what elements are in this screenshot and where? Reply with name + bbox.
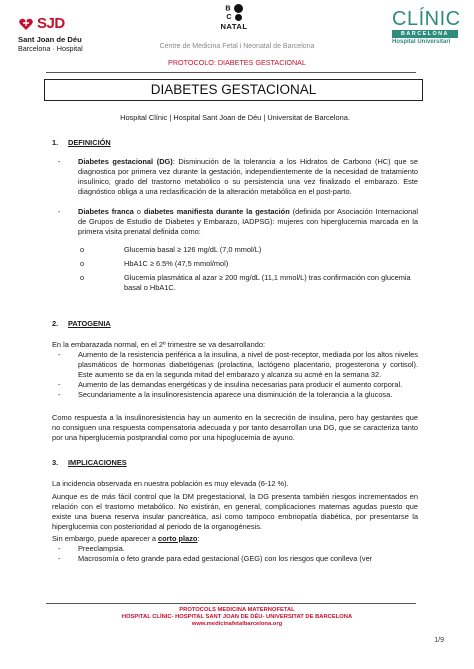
section-title: DEFINICIÓN [68, 138, 111, 147]
section-heading-implicaciones [52, 458, 418, 468]
list-bullet: - [58, 544, 61, 553]
connector-text: o [133, 207, 144, 216]
definition-text: : Disminución de la tolerancia a los Hidratos de Carbono (HC) que se diagnostica por primera vez durante la gestación, independientemente de la necesidad de tratamiento insulínico, grado del trastorno metabólico o su persistencia una vez finalizado el embarazo. Este diagnóstico obliga a una reclasificación de la alteración metabólica en el post-parto. [78, 157, 418, 196]
paragraph-text: Sin embargo, puede aparecer a [52, 534, 159, 543]
sjd-logo [18, 16, 83, 53]
section-heading-patogenia [52, 319, 418, 329]
list-item-text [78, 207, 418, 237]
term-diabetes-manifiesta: diabetes manifiesta durante la gestación [143, 207, 290, 216]
list-item [52, 390, 418, 400]
section-title: PATOGENIA [68, 319, 111, 328]
paragraph: En la embarazada normal, en el 2º trimestre se va desarrollando: [52, 340, 266, 349]
header-divider [46, 72, 416, 73]
definition-text: (definida por Asociación Internacional de Grupos de Estudio de Diabetes y Embarazo, IADPSG): mujeres con hiperglucemia marcada en la primera visita prenatal definida como: [78, 207, 418, 236]
section-number: 3. [52, 458, 59, 467]
list-item-text: Preeclampsia. [78, 544, 125, 553]
sub-bullet: o [80, 245, 85, 254]
list-item-text [78, 157, 418, 197]
list-item [52, 207, 418, 237]
section-title: IMPLICACIONES [68, 458, 127, 467]
document-body [52, 110, 418, 564]
section-number: 2. [52, 319, 59, 328]
list-bullet: - [58, 350, 61, 359]
page-header [0, 0, 474, 82]
bcn-logo-c: C [226, 12, 233, 21]
list-bullet: - [58, 390, 61, 399]
sub-list-text: HbA1C ≥ 6.5% (47,5 mmol/mol) [124, 259, 229, 268]
paragraph: Como respuesta a la insulinoresistencia hay un aumento en la secreción de insulina, pero hay gestantes que no consiguen una respuesta compensatoria adecuada y por tanto desarrollan una DG, que se caracteriza tanto por una hiperglucemia postprandial como por una hipoglucemia de ayuno. [52, 413, 418, 442]
sjd-logo-word: SJD [37, 15, 65, 32]
sjd-heart-glyph [18, 17, 34, 31]
page-footer [80, 607, 394, 629]
term-diabetes-gestacional: Diabetes gestacional (DG) [78, 157, 173, 166]
sjd-logo-line2: Barcelona · Hospital [18, 44, 83, 53]
sub-bullet: o [80, 273, 85, 282]
list-bullet: - [58, 157, 61, 166]
list-item [52, 350, 418, 380]
clinic-logo [392, 8, 461, 46]
bcn-logo-b: B [225, 3, 232, 13]
list-item-text: Aumento de la resistencia periférica a la insulina, a nivel de post-receptor, mediada por los altos niveles plasmáticos de hormonas diabetógenas (prolactina, lactógeno placentario, progesterona y cortisol). Este aumento se da en la segunda mitad del embarazo y alcanza su acmé en la semana 32. [78, 350, 418, 379]
sub-list-item [52, 245, 418, 255]
sjd-logo-line1: Sant Joan de Déu [18, 35, 82, 44]
bcn-logo-dot-2 [235, 14, 242, 21]
section-number: 1. [52, 138, 59, 147]
paragraph: Aunque es de más fácil control que la DM pregestacional, la DG presenta también riesgos incrementados en relación con el trastorno metabólico. No existirán, en general, complicaciones maternas agudas puesto que existe una buena reserva insular pancreática, así como tampoco embriopatía diabética, por presentarse la hiperglucemia con posterioridad al periodo de la organogénesis. [52, 492, 418, 531]
page-number: 1/9 [434, 637, 444, 644]
list-item [52, 554, 418, 564]
paragraph-end: : [197, 534, 200, 543]
sub-list-item [52, 273, 418, 293]
clinic-logo-sub: Hospital Universitari [392, 39, 451, 45]
list-item [52, 544, 418, 554]
footer-line-1: PROTOCOLS MEDICINA MATERNOFETAL [179, 607, 295, 613]
paragraph [52, 534, 418, 544]
sub-list-text: Glucemia plasmática al azar ≥ 200 mg/dL (11,1 mmol/L) tras confirmación con glucemia basal o HbA1C. [124, 273, 411, 292]
footer-divider [46, 603, 416, 604]
paragraph: La incidencia observada en nuestra población es muy elevada (6-12 %). [52, 479, 289, 488]
sub-list-text: Glucemia basal ≥ 126 mg/dL (7,0 mmol/L) [124, 245, 262, 254]
list-item [52, 380, 418, 390]
sub-bullet: o [80, 259, 85, 268]
bcn-natal-logo [214, 4, 254, 31]
list-item-text: Aumento de las demandas energéticas y de insulina necesarias para producir el aumento corporal. [78, 380, 403, 389]
list-bullet: - [58, 380, 61, 389]
document-title: DIABETES GESTACIONAL [44, 79, 423, 101]
clinic-logo-bar: BARCELONA [392, 30, 458, 38]
section-heading-definicion [52, 138, 418, 148]
clinic-logo-word: CLÍNIC [392, 8, 461, 30]
term-diabetes-franca: Diabetes franca [78, 207, 134, 216]
list-item-text: Secundariamente a la insulinoresistencia aparece una disminución de la tolerancia a la glucosa. [78, 390, 393, 399]
footer-link[interactable]: www.medicinafetalbarcelona.org [191, 621, 283, 628]
term-corto-plazo: corto plazo [158, 534, 198, 543]
center-subtitle: Centre de Medicina Fetal i Neonatal de Barcelona [159, 43, 315, 50]
hospitals-line: Hospital Clínic | Hospital Sant Joan de Déu | Universitat de Barcelona. [120, 113, 350, 122]
list-bullet: - [58, 554, 61, 563]
sub-list-item [52, 259, 418, 269]
list-item [52, 157, 418, 197]
footer-line-2: HOSPITAL CLÍNIC- HOSPITAL SANT JOAN DE DÉU- UNIVERSITAT DE BARCELONA [121, 614, 353, 621]
list-bullet: - [58, 207, 61, 216]
protocol-label: PROTOCOLO: DIABETES GESTACIONAL [168, 58, 306, 67]
list-item-text: Macrosomía o feto grande para edad gestacional (GEG) con los riesgos que conlleva (ver [78, 554, 373, 563]
bcn-logo-word: NATAL [220, 21, 248, 31]
